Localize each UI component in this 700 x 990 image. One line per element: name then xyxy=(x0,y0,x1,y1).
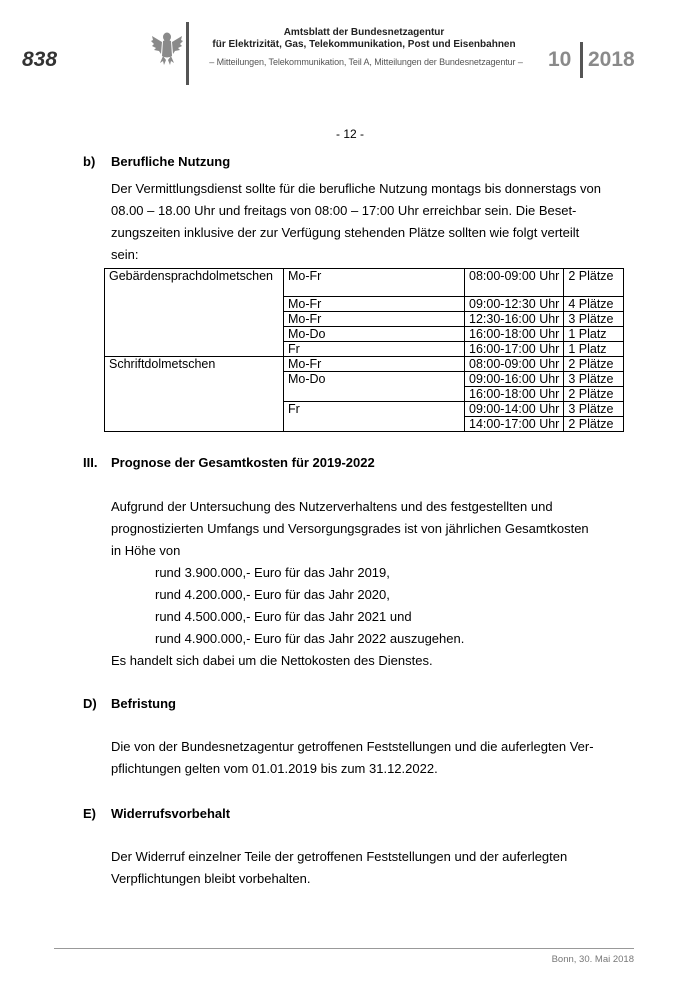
table-cell-time: 16:00-18:00 Uhr xyxy=(465,327,564,342)
table-cell-service xyxy=(105,372,284,387)
table-cell-days: Mo-Fr xyxy=(284,312,465,327)
table-row xyxy=(105,357,624,372)
journal-subtitle: – Mitteilungen, Telekommunikation, Teil A, Mitteilungen der Bundesnetzagentur – xyxy=(209,57,523,67)
table-row xyxy=(105,297,624,312)
table-cell-days: Mo-Fr xyxy=(284,297,465,312)
table-cell-days: Mo-Fr xyxy=(284,357,465,372)
section-b-title: Berufliche Nutzung xyxy=(111,154,231,169)
section-d-title: Befristung xyxy=(111,696,176,711)
table-row xyxy=(105,372,624,387)
table-cell-seats: 2 Plätze xyxy=(564,357,624,372)
paragraph-line: Aufgrund der Untersuchung des Nutzerverhaltens und des festgestellten und xyxy=(111,499,553,514)
section-iii-closing: Es handelt sich dabei um die Nettokosten des Dienstes. xyxy=(111,653,433,668)
table-cell-service xyxy=(105,327,284,342)
page-marker: - 12 - xyxy=(335,127,364,141)
section-e-title: Widerrufsvorbehalt xyxy=(111,806,231,821)
table-cell-service xyxy=(105,342,284,357)
table-cell-seats: 1 Platz xyxy=(564,342,624,357)
table-row xyxy=(105,312,624,327)
paragraph-line: Verpflichtungen bleibt vorbehalten. xyxy=(111,871,311,886)
table-cell-service xyxy=(105,387,284,402)
page-number: 838 xyxy=(22,48,58,71)
table-cell-seats: 2 Plätze xyxy=(564,387,624,402)
paragraph-line: Der Widerruf einzelner Teile der getroffenen Feststellungen und der auferlegten xyxy=(111,849,568,864)
section-d-paragraph xyxy=(111,736,631,780)
paragraph-line: Die von der Bundesnetzagentur getroffenen Feststellungen und die auferlegten Ver- xyxy=(111,739,594,754)
paragraph-line: Der Vermittlungsdienst sollte für die berufliche Nutzung montags bis donnerstags von xyxy=(111,181,601,196)
table-cell-time: 16:00-17:00 Uhr xyxy=(465,342,564,357)
table-cell-seats: 3 Plätze xyxy=(564,312,624,327)
section-e-paragraph xyxy=(111,846,631,890)
section-e-heading xyxy=(83,806,383,822)
table-cell-seats: 1 Platz xyxy=(564,327,624,342)
table-cell-time: 14:00-17:00 Uhr xyxy=(465,417,564,432)
table-cell-time: 12:30-16:00 Uhr xyxy=(465,312,564,327)
section-iii-label: III. xyxy=(83,455,98,470)
table-cell-time: 08:00-09:00 Uhr xyxy=(465,357,564,372)
paragraph-line: sein: xyxy=(111,247,139,262)
table-cell-days: Mo-Do xyxy=(284,372,465,387)
table-row xyxy=(105,269,624,297)
federal-eagle-icon xyxy=(150,30,184,68)
journal-title-line1: Amtsblatt der Bundesnetzagentur xyxy=(283,27,445,38)
table-cell-days: Fr xyxy=(284,342,465,357)
header-divider xyxy=(186,22,189,85)
section-d-heading xyxy=(83,696,383,712)
section-b-label: b) xyxy=(83,154,96,169)
issue-year: 2018 xyxy=(588,48,635,71)
section-iii-intro xyxy=(111,496,631,562)
table-cell-service: Gebärdensprachdolmetschen xyxy=(105,269,284,297)
cost-item: rund 4.500.000,- Euro für das Jahr 2021 und xyxy=(155,609,412,624)
table-cell-seats: 3 Plätze xyxy=(564,372,624,387)
paragraph-line: 08.00 – 18.00 Uhr und freitags von 08:00 – 17:00 Uhr erreichbar sein. Die Beset- xyxy=(111,203,577,218)
table-cell-seats: 2 Plätze xyxy=(564,417,624,432)
journal-title xyxy=(200,27,528,51)
cost-item: rund 4.200.000,- Euro für das Jahr 2020, xyxy=(155,587,390,602)
table-cell-time: 16:00-18:00 Uhr xyxy=(465,387,564,402)
cost-item: rund 3.900.000,- Euro für das Jahr 2019, xyxy=(155,565,390,580)
table-cell-service xyxy=(105,312,284,327)
section-e-label: E) xyxy=(83,806,96,821)
issue-divider xyxy=(580,42,583,78)
table-cell-time: 09:00-14:00 Uhr xyxy=(465,402,564,417)
cost-list xyxy=(155,562,615,650)
table-row xyxy=(105,327,624,342)
issue-number: 10 xyxy=(548,48,572,71)
table-cell-days: Mo-Fr xyxy=(284,269,465,297)
table-cell-time: 08:00-09:00 Uhr xyxy=(465,269,564,297)
paragraph-line: in Höhe von xyxy=(111,543,181,558)
table-cell-time: 09:00-12:30 Uhr xyxy=(465,297,564,312)
section-b-heading xyxy=(83,154,383,170)
table-cell-service: Schriftdolmetschen xyxy=(105,357,284,372)
section-iii-heading xyxy=(83,455,483,471)
table-cell-days: Mo-Do xyxy=(284,327,465,342)
section-b-paragraph xyxy=(111,178,631,266)
section-d-label: D) xyxy=(83,696,97,711)
paragraph-line: zungszeiten inklusive der zur Verfügung stehenden Plätze sollten wie folgt verteilt xyxy=(111,225,580,240)
table-cell-days xyxy=(284,417,465,432)
paragraph-line: pflichtungen gelten vom 01.01.2019 bis zum 31.12.2022. xyxy=(111,761,438,776)
paragraph-line: prognostizierten Umfangs und Versorgungsgrades ist von jährlichen Gesamtkosten xyxy=(111,521,589,536)
table-row xyxy=(105,387,624,402)
table-row xyxy=(105,342,624,357)
table-cell-seats: 4 Plätze xyxy=(564,297,624,312)
footer-divider xyxy=(54,948,634,949)
table-cell-days: Fr xyxy=(284,402,465,417)
footer-place-date: Bonn, 30. Mai 2018 xyxy=(551,954,634,965)
table-cell-days xyxy=(284,387,465,402)
table-cell-seats: 3 Plätze xyxy=(564,402,624,417)
table-row xyxy=(105,402,624,417)
table-cell-time: 09:00-16:00 Uhr xyxy=(465,372,564,387)
table-row xyxy=(105,417,624,432)
table-cell-service xyxy=(105,417,284,432)
section-iii-title: Prognose der Gesamtkosten für 2019-2022 xyxy=(111,455,375,470)
cost-item: rund 4.900.000,- Euro für das Jahr 2022 auszugehen. xyxy=(155,631,465,646)
table-cell-service xyxy=(105,297,284,312)
schedule-table xyxy=(104,268,624,432)
journal-title-line2: für Elektrizität, Gas, Telekommunikation, Post und Eisenbahnen xyxy=(212,39,516,50)
table-cell-service xyxy=(105,402,284,417)
table-cell-seats: 2 Plätze xyxy=(564,269,624,297)
